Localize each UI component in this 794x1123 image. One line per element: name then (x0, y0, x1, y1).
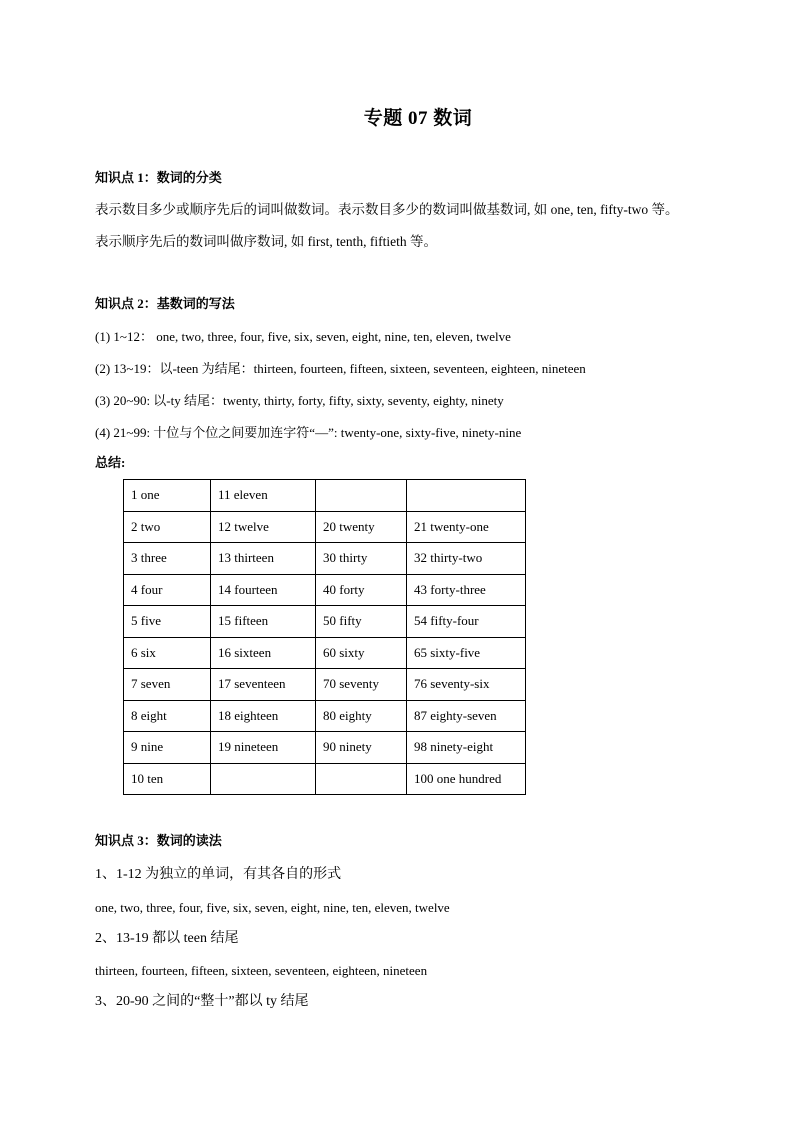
table-row (124, 700, 526, 732)
table-cell: 21 twenty-one (407, 511, 526, 543)
table-cell: 80 eighty (316, 700, 407, 732)
section-3-line-4: thirteen, fourteen, fifteen, sixteen, seventeen, eighteen, nineteen (95, 963, 428, 978)
table-row (124, 669, 526, 701)
table-cell: 30 thirty (316, 543, 407, 575)
table-body (124, 480, 526, 795)
table-cell (316, 763, 407, 795)
table-cell: 2 two (124, 511, 211, 543)
table-cell: 100 one hundred (407, 763, 526, 795)
table-row (124, 480, 526, 512)
table-cell: 8 eight (124, 700, 211, 732)
table-cell: 7 seven (124, 669, 211, 701)
section-1-line-2: 表示顺序先后的数词叫做序数词, 如 first, tenth, fiftieth 等。 (95, 234, 437, 249)
table-cell: 14 fourteen (211, 574, 316, 606)
table-cell: 19 nineteen (211, 732, 316, 764)
table-cell: 76 seventy-six (407, 669, 526, 701)
table-cell: 10 ten (124, 763, 211, 795)
section-3-line-1: 1、1-12 为独立的单词，有其各自的形式 (95, 867, 342, 882)
section-1-line-1: 表示数目多少或顺序先后的词叫做数词。表示数目多少的数词叫做基数词, 如 one, ten, fifty-two 等。 (95, 202, 679, 217)
table-cell: 12 twelve (211, 511, 316, 543)
table-cell: 11 eleven (211, 480, 316, 512)
section-2-line-4: (4) 21~99: 十位与个位之间要加连字符“—”: twenty-one, sixty-five, ninety-nine (95, 425, 522, 440)
table-cell: 17 seventeen (211, 669, 316, 701)
table-cell: 98 ninety-eight (407, 732, 526, 764)
table-cell: 90 ninety (316, 732, 407, 764)
table-row (124, 637, 526, 669)
table-cell: 3 three (124, 543, 211, 575)
number-summary-table (123, 479, 526, 795)
section-2-line-2: (2) 13~19：以-teen 为结尾：thirteen, fourteen, fifteen, sixteen, seventeen, eighteen, nineteen (95, 361, 586, 376)
table-cell: 65 sixty-five (407, 637, 526, 669)
table-row (124, 543, 526, 575)
table-cell: 50 fifty (316, 606, 407, 638)
table-cell: 20 twenty (316, 511, 407, 543)
table-cell: 6 six (124, 637, 211, 669)
table-cell: 60 sixty (316, 637, 407, 669)
section-3-line-5: 3、20-90 之间的“整十”都以 ty 结尾 (95, 994, 309, 1009)
table-cell (407, 480, 526, 512)
table-cell: 43 forty-three (407, 574, 526, 606)
table-cell (316, 480, 407, 512)
table-cell: 5 five (124, 606, 211, 638)
table-row (124, 511, 526, 543)
table-cell: 9 nine (124, 732, 211, 764)
section-3-line-2: one, two, three, four, five, six, seven, eight, nine, ten, eleven, twelve (95, 900, 450, 915)
table-row (124, 574, 526, 606)
summary-label: 总结: (95, 455, 126, 470)
section-2-line-1: (1) 1~12： one, two, three, four, five, six, seven, eight, nine, ten, eleven, twelve (95, 329, 511, 344)
section-2-heading: 知识点 2：基数词的写法 (95, 296, 235, 311)
table-row (124, 732, 526, 764)
page-title: 专题 07 数词 (363, 108, 473, 129)
table-cell: 70 seventy (316, 669, 407, 701)
table-cell: 15 fifteen (211, 606, 316, 638)
section-1-heading: 知识点 1：数词的分类 (95, 170, 222, 185)
table-cell: 13 thirteen (211, 543, 316, 575)
section-3-heading: 知识点 3：数词的读法 (95, 833, 222, 848)
section-2-line-3: (3) 20~90: 以-ty 结尾：twenty, thirty, forty, fifty, sixty, seventy, eighty, ninety (95, 393, 504, 408)
table-cell: 54 fifty-four (407, 606, 526, 638)
table-cell: 1 one (124, 480, 211, 512)
section-3-line-3: 2、13-19 都以 teen 结尾 (95, 931, 239, 946)
table-cell: 16 sixteen (211, 637, 316, 669)
table-cell: 40 forty (316, 574, 407, 606)
table-cell: 4 four (124, 574, 211, 606)
table-row (124, 763, 526, 795)
table-cell: 32 thirty-two (407, 543, 526, 575)
table-row (124, 606, 526, 638)
table-cell: 18 eighteen (211, 700, 316, 732)
table-cell (211, 763, 316, 795)
table-cell: 87 eighty-seven (407, 700, 526, 732)
